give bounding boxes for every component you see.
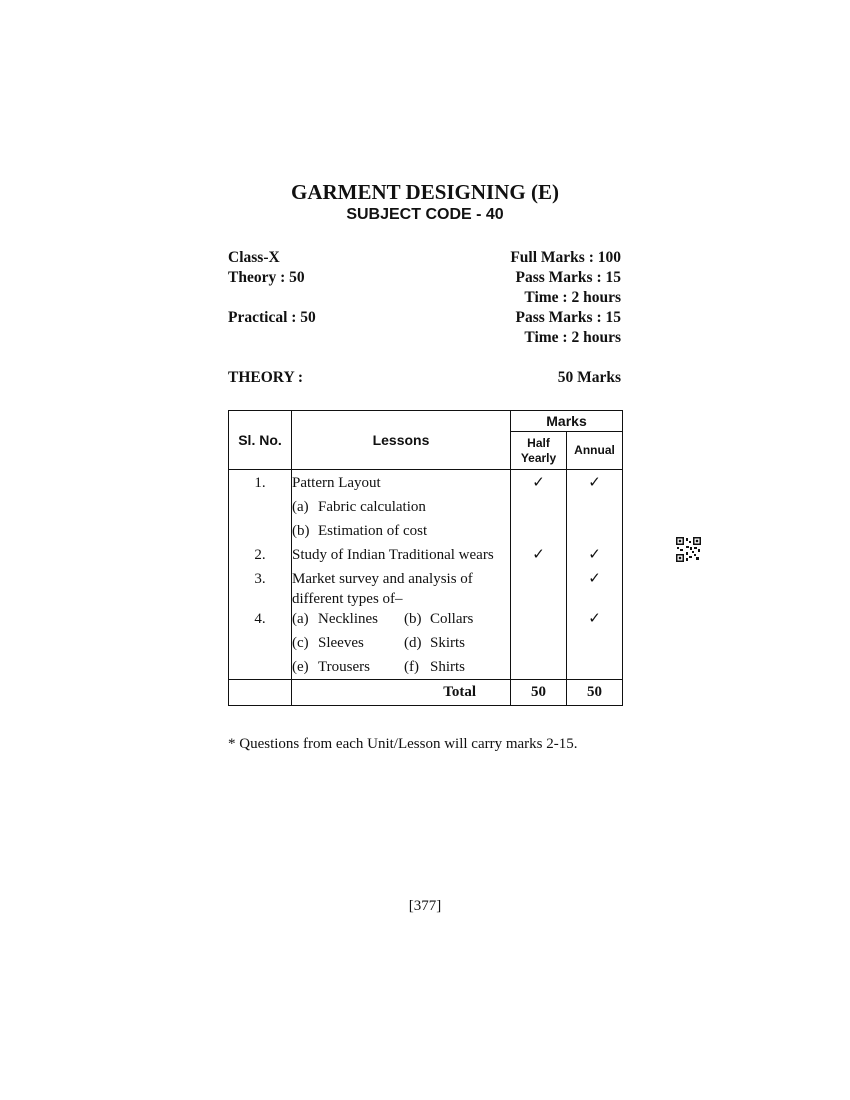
theory-time: Time : 2 hours	[524, 289, 621, 306]
footnote: * Questions from each Unit/Lesson will carry marks 2-15.	[228, 736, 578, 752]
lesson-cell	[292, 495, 510, 519]
sl-cell	[229, 519, 291, 543]
sub-item-marker: (a)	[292, 611, 309, 627]
sl-cell	[229, 655, 291, 679]
half-yearly-cell	[511, 606, 566, 630]
sub-item-text: Skirts	[430, 635, 466, 651]
half-yearly-cell	[511, 566, 566, 606]
check-icon: ✓	[532, 545, 545, 563]
sub-item-marker: (b)	[292, 523, 310, 539]
header-lessons: Lessons	[292, 411, 511, 470]
check-icon: ✓	[532, 473, 545, 491]
sl-column	[229, 470, 292, 680]
page-number: [377]	[408, 898, 442, 914]
sub-item-text: Sleeves	[318, 635, 364, 651]
theory-pass-marks: Pass Marks : 15	[515, 269, 621, 286]
page-title: GARMENT DESIGNING (E)	[291, 180, 559, 204]
header-half-yearly-line1: Half	[527, 435, 550, 450]
sl-cell: 4.	[254, 611, 266, 627]
section-label: THEORY :	[228, 369, 304, 386]
full-marks: Full Marks : 100	[510, 249, 621, 266]
lesson-cell	[292, 519, 510, 543]
header-sl-no: Sl. No.	[229, 411, 292, 470]
half-yearly-cell	[511, 494, 566, 518]
total-label: Total	[292, 680, 511, 706]
sub-item-text: Shirts	[430, 659, 466, 675]
header-marks: Marks	[511, 411, 623, 432]
sub-item-text: Fabric calculation	[318, 499, 426, 515]
header-annual: Annual	[567, 432, 623, 470]
sub-item-text: Necklines	[318, 611, 378, 627]
sub-item-marker: (a)	[292, 499, 309, 515]
total-half-yearly: 50	[511, 680, 567, 706]
section-marks: 50 Marks	[557, 369, 621, 386]
total-empty-cell	[229, 680, 292, 706]
sl-cell: 2.	[254, 547, 266, 563]
annual-cell	[567, 654, 622, 678]
subject-code: SUBJECT CODE - 40	[346, 206, 504, 223]
sub-item-marker: (f)	[404, 659, 419, 675]
theory-marks-label: Theory : 50	[228, 269, 305, 286]
check-icon: ✓	[588, 569, 601, 587]
sub-item-marker: (c)	[292, 635, 309, 651]
total-row	[229, 680, 623, 706]
annual-column	[567, 470, 623, 680]
qr-code-icon	[676, 537, 701, 562]
sub-item-marker: (d)	[404, 635, 422, 651]
half-yearly-cell	[511, 630, 566, 654]
sub-item-marker: (b)	[404, 611, 422, 627]
table-body-row	[229, 470, 623, 680]
syllabus-table	[228, 410, 623, 706]
sub-item-text: Trousers	[318, 659, 370, 675]
lesson-cell: Pattern Layout	[292, 475, 381, 491]
sl-cell	[229, 631, 291, 655]
header-half-yearly	[511, 432, 567, 470]
annual-cell	[567, 518, 622, 542]
check-icon: ✓	[588, 545, 601, 563]
header-half-yearly-line2: Yearly	[520, 450, 557, 465]
lesson-cell	[292, 631, 510, 655]
lesson-cell: Study of Indian Traditional wears	[292, 547, 494, 563]
lesson-cell	[292, 655, 510, 679]
sl-cell: 1.	[254, 475, 266, 491]
annual-cell	[567, 630, 622, 654]
half-yearly-column	[511, 470, 567, 680]
half-yearly-cell	[511, 518, 566, 542]
sub-item-text: Collars	[430, 611, 474, 627]
check-icon: ✓	[588, 609, 601, 627]
sub-item-text: Estimation of cost	[318, 523, 428, 539]
lesson-cell	[292, 607, 510, 631]
practical-pass-marks: Pass Marks : 15	[515, 309, 621, 326]
sub-item-marker: (e)	[292, 659, 309, 675]
lessons-column	[292, 470, 511, 680]
half-yearly-cell	[511, 654, 566, 678]
sl-cell: 3.	[254, 571, 266, 587]
practical-time: Time : 2 hours	[524, 329, 621, 346]
total-annual: 50	[567, 680, 623, 706]
lesson-cell: Market survey and analysis of different types of–	[292, 571, 473, 607]
annual-cell	[567, 494, 622, 518]
sl-cell	[229, 495, 291, 519]
check-icon: ✓	[588, 473, 601, 491]
practical-marks-label: Practical : 50	[228, 309, 316, 326]
class-label: Class-X	[228, 249, 280, 266]
